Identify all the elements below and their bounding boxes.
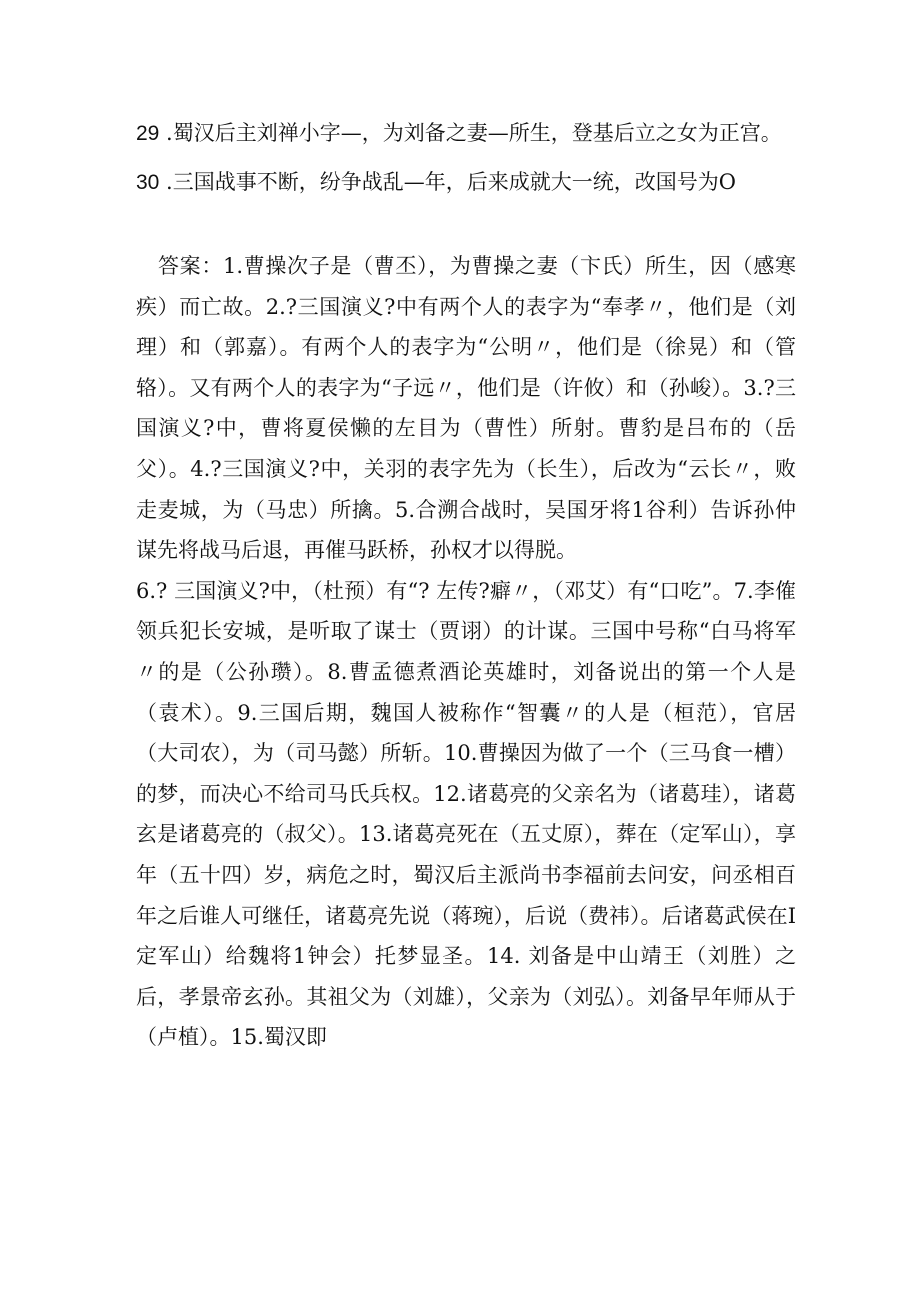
question-text: .三国战事不断，纷争战乱—年，后来成就大一统，改国号为O bbox=[159, 170, 736, 194]
question-29 bbox=[136, 118, 796, 149]
answer-paragraph-2: 6.? 三国演义?中，（杜预）有“? 左传?癖〃，（邓艾）有“口吃”。7.李傕领兵犯长安城，是听取了谋士（贾诩）的计谋。三国中号称“白马将军〃的是（公孙瓒）。8.曹孟德煮酒论英雄时，刘备说出的第一个人是（袁术）。9.三国后期，魏国人被称作“智囊〃的人是（桓范），官居（大司农），为（司马懿）所斩。10.曹操因为做了一个（三马食一槽）的梦，而决心不给司马氏兵权。12.诸葛亮的父亲名为（诸葛珪），诸葛玄是诸葛亮的（叔父）。13.诸葛亮死在（五丈原），葬在（定军山），享年（五十四）岁，病危之时，蜀汉后主派尚书李福前去问安，问丞相百年之后谁人可继任，诸葛亮先说（蒋琬），后说（费祎）。后诸葛武侯在I定军山）给魏将1钟会）托梦显圣。14. 刘备是中山靖王（刘胜）之后，孝景帝玄孙。其祖父为（刘雄），父亲为（刘弘）。刘备早年师从于（卢植）。15.蜀汉即 bbox=[136, 578, 796, 1050]
question-number: 29 bbox=[136, 122, 160, 145]
question-number: 30 bbox=[136, 171, 160, 194]
question-30 bbox=[136, 167, 796, 198]
answer-paragraph-1: 答案：1.曹操次子是（曹丕），为曹操之妻（卞氏）所生，因（感寒疾）而亡故。2.?三国演义?中有两个人的表字为“奉孝〃，他们是（刘理）和（郭嘉）。有两个人的表字为“公明〃，他们是（徐晃）和（管辂）。又有两个人的表字为“子远〃，他们是（许攸）和（孙峻）。3.?三国演义?中，曹将夏侯懒的左目为（曹性）所射。曹豹是吕布的（岳父）。4.?三国演义?中，关羽的表字先为（长生），后改为“云长〃，败走麦城，为（马忠）所擒。5.合溯合战时，吴国牙将1谷利）告诉孙仲谋先将战马后退，再催马跃桥，孙权才以得脱。 bbox=[136, 254, 796, 563]
answer-section bbox=[136, 246, 796, 1058]
question-text: .蜀汉后主刘禅小字—，为刘备之妻—所生，登基后立之女为正宫。 bbox=[159, 121, 782, 145]
